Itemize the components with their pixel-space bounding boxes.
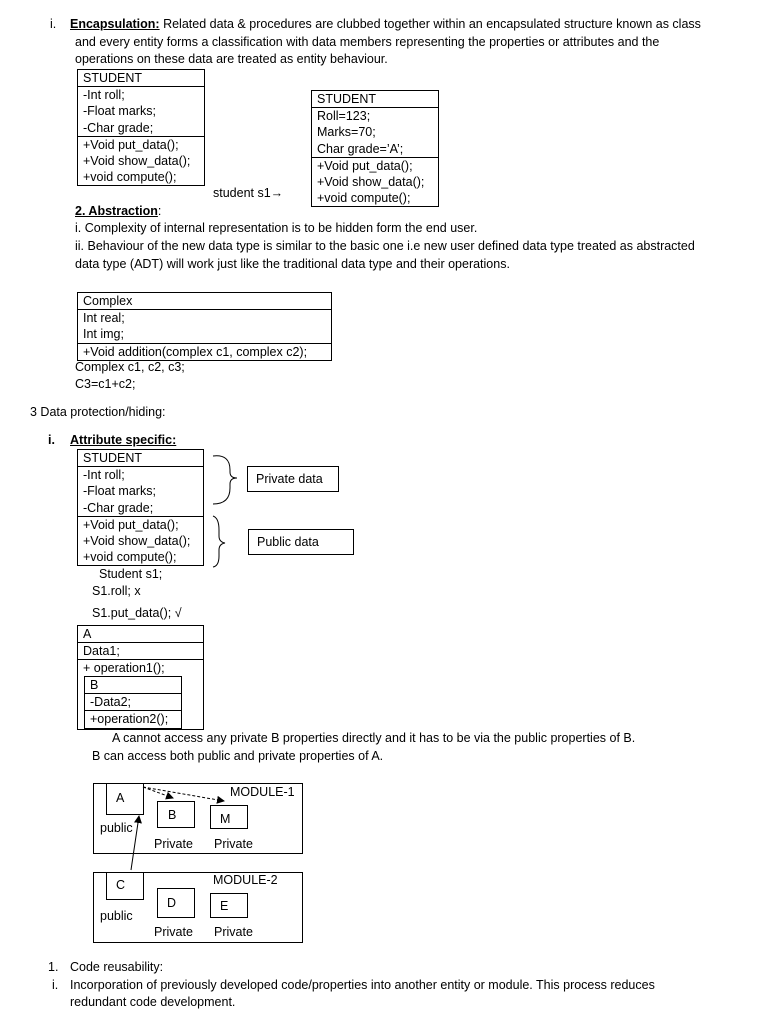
class-name: Complex xyxy=(83,294,133,308)
a-to-m-arrow xyxy=(143,787,224,801)
class-attr: -Int roll; xyxy=(83,88,125,103)
module2-box-e xyxy=(211,894,248,918)
class-method: +Void addition(complex c1, complex c2); xyxy=(83,344,308,359)
module1-private2: Private xyxy=(214,837,253,851)
class-b-name: B xyxy=(90,678,99,692)
class-attr: Int real; xyxy=(83,311,125,326)
class-method: +void compute(); xyxy=(83,550,177,565)
abstraction-point2a: ii. Behaviour of the new data type is similar to the basic one i.e new user defined data type treated as abstracted xyxy=(75,239,695,253)
abstraction-code2: C3=c1+c2; xyxy=(75,377,136,391)
class-attr: -Float marks; xyxy=(83,104,156,119)
encapsulation-text1: Related data & procedures are clubbed together within an encapsulated structure known as class xyxy=(163,17,701,31)
protection-code3: S1.put_data(); √ xyxy=(92,606,182,620)
access-note2: B can access both public and private properties of A. xyxy=(92,749,384,763)
module2-private1: Private xyxy=(154,925,193,939)
protection-code2: S1.roll; x xyxy=(92,584,141,598)
object-name: STUDENT xyxy=(317,92,377,106)
protection-sub-title: Attribute specific: xyxy=(70,433,177,447)
encapsulation-line2: and every entity forms a classification with data members representing the properties or attributes and the xyxy=(75,35,660,49)
abstraction-point2b: data type (ADT) will work just like the traditional data type and their operations. xyxy=(75,257,510,271)
class-method: +Void put_data(); xyxy=(83,137,179,152)
class-a-name: A xyxy=(78,626,203,643)
module1-label-a: A xyxy=(116,791,125,805)
module2-title: MODULE-2 xyxy=(213,873,278,887)
class-attr: -Char grade; xyxy=(83,120,154,135)
class-name: STUDENT xyxy=(83,451,143,465)
module2-public: public xyxy=(100,909,133,923)
reusability-heading: Code reusability: xyxy=(70,960,164,974)
public-data-label: Public data xyxy=(248,529,354,555)
protection-sub-marker: i. xyxy=(48,433,55,447)
reusability-point-line2: redundant code development. xyxy=(70,995,236,1009)
class-method: +Void show_data(); xyxy=(83,534,191,549)
class-b-method: +operation2(); xyxy=(90,712,169,727)
abstraction-colon: : xyxy=(157,204,162,218)
reusability-point-marker: i. xyxy=(52,978,59,992)
class-a-attr: Data1; xyxy=(78,643,203,660)
module2-label-c: C xyxy=(116,878,126,892)
reusability-point-line1: Incorporation of previously developed code/properties into another entity or module. This process reduces xyxy=(70,978,655,992)
class-attr: Int img; xyxy=(83,327,124,342)
class-attr: -Int roll; xyxy=(83,468,125,483)
a-to-b-arrow xyxy=(143,787,173,798)
class-method: +Void show_data(); xyxy=(83,154,191,169)
class-attr: -Float marks; xyxy=(83,484,156,499)
private-data-label: Private data xyxy=(247,466,339,492)
encapsulation-line3: operations on these data are treated as entity behaviour. xyxy=(75,52,388,66)
object-attr: Marks=70; xyxy=(317,125,376,140)
class-method: +Void put_data(); xyxy=(83,517,179,532)
encapsulation-marker: i. xyxy=(50,17,57,31)
class-attr: -Char grade; xyxy=(83,500,154,515)
module2-private2: Private xyxy=(214,925,253,939)
class-name: STUDENT xyxy=(83,71,143,85)
object-method: +Void show_data(); xyxy=(317,175,425,190)
module1-box-a xyxy=(107,784,144,815)
module1-private1: Private xyxy=(154,837,193,851)
class-method: +void compute(); xyxy=(83,170,177,185)
abstraction-point1: i. Complexity of internal representation is to be hidden form the end user. xyxy=(75,221,478,235)
encapsulation-title: Encapsulation: xyxy=(70,17,160,31)
object-attr: Roll=123; xyxy=(317,109,371,124)
abstraction-code1: Complex c1, c2, c3; xyxy=(75,360,185,374)
class-a-method: + operation1(); xyxy=(83,661,165,675)
protection-code1: Student s1; xyxy=(99,567,163,581)
reusability-marker: 1. xyxy=(48,960,59,974)
access-note1: A cannot access any private B properties directly and it has to be via the public properties of B. xyxy=(112,731,636,745)
module1-label-m: M xyxy=(220,812,231,826)
module1-public: public xyxy=(100,821,133,835)
module1-title: MODULE-1 xyxy=(230,785,295,799)
module1-label-b: B xyxy=(168,808,177,822)
object-attr: Char grade=’A’; xyxy=(317,141,404,156)
object-arrow-label: student s1→ xyxy=(213,186,284,200)
object-method: +Void put_data(); xyxy=(317,158,413,173)
abstraction-title: 2. Abstraction xyxy=(75,204,158,218)
protection-heading: 3 Data protection/hiding: xyxy=(30,405,166,419)
object-method: +void compute(); xyxy=(317,191,411,206)
class-b-attr: -Data2; xyxy=(90,695,131,710)
module2-label-d: D xyxy=(167,896,177,910)
module2-label-e: E xyxy=(220,899,229,913)
